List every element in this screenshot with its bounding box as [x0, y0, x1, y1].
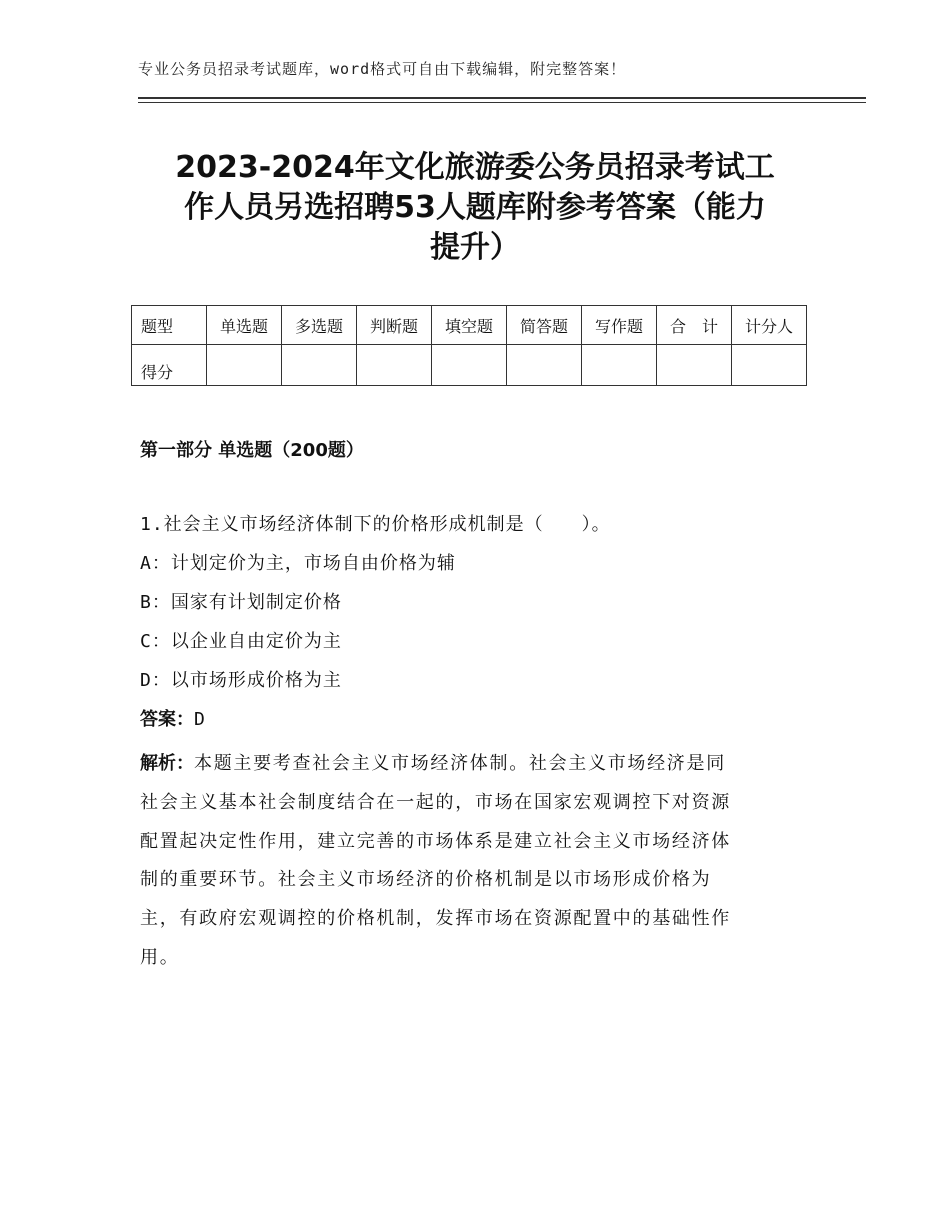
table-header-cell: 题型	[132, 306, 207, 345]
header-divider	[138, 97, 866, 99]
table-header-cell: 判断题	[357, 306, 432, 345]
score-table	[131, 305, 807, 386]
explanation-text: 本题主要考查社会主义市场经济体制。社会主义市场经济是同	[194, 753, 726, 774]
score-cell	[357, 345, 432, 386]
score-cell	[207, 345, 282, 386]
title-line: 提升）	[430, 230, 520, 265]
table-header-cell: 填空题	[432, 306, 507, 345]
score-table-row	[132, 345, 807, 386]
explanation-line: 制的重要环节。社会主义市场经济的价格机制是以市场形成价格为	[140, 869, 712, 891]
table-header-cell: 单选题	[207, 306, 282, 345]
header-note: 专业公务员招录考试题库，word格式可自由下载编辑，附完整答案！	[138, 60, 627, 78]
explanation-line: 用。	[140, 946, 180, 968]
score-cell	[507, 345, 582, 386]
title-line: 2023-2024年文化旅游委公务员招录考试工	[175, 150, 775, 185]
answer-value: D	[194, 709, 206, 730]
answer-label: 答案：	[140, 709, 194, 730]
explanation-line: 主，有政府宏观调控的价格机制，发挥市场在资源配置中的基础性作	[140, 908, 731, 930]
explanation-line: 社会主义基本社会制度结合在一起的，市场在国家宏观调控下对资源	[140, 791, 731, 813]
page-title	[130, 148, 820, 268]
section-title: 第一部分 单选题（200题）	[140, 440, 364, 461]
option-c: C：以企业自由定价为主	[140, 631, 342, 652]
answer	[140, 709, 206, 731]
header-divider-thin	[138, 102, 866, 103]
explanation	[140, 745, 800, 978]
option-a: A：计划定价为主，市场自由价格为辅	[140, 553, 456, 574]
score-cell	[657, 345, 732, 386]
explanation-label: 解析：	[140, 753, 194, 774]
question-stem: 1.社会主义市场经济体制下的价格形成机制是（ ）。	[140, 514, 611, 535]
explanation-line	[140, 745, 800, 784]
table-header-cell: 写作题	[582, 306, 657, 345]
table-header-cell: 多选题	[282, 306, 357, 345]
option-b: B：国家有计划制定价格	[140, 592, 342, 613]
table-header-cell: 合 计	[657, 306, 732, 345]
explanation-line: 配置起决定性作用，建立完善的市场体系是建立社会主义市场经济体	[140, 830, 731, 852]
score-cell	[582, 345, 657, 386]
option-d: D：以市场形成价格为主	[140, 670, 342, 691]
score-cell	[732, 345, 807, 386]
score-cell	[432, 345, 507, 386]
title-line: 作人员另选招聘53人题库附参考答案（能力	[184, 190, 766, 225]
score-cell	[282, 345, 357, 386]
table-header-cell: 计分人	[732, 306, 807, 345]
table-header-cell: 简答题	[507, 306, 582, 345]
score-table-header-row	[132, 306, 807, 345]
table-row-label: 得分	[132, 345, 207, 386]
